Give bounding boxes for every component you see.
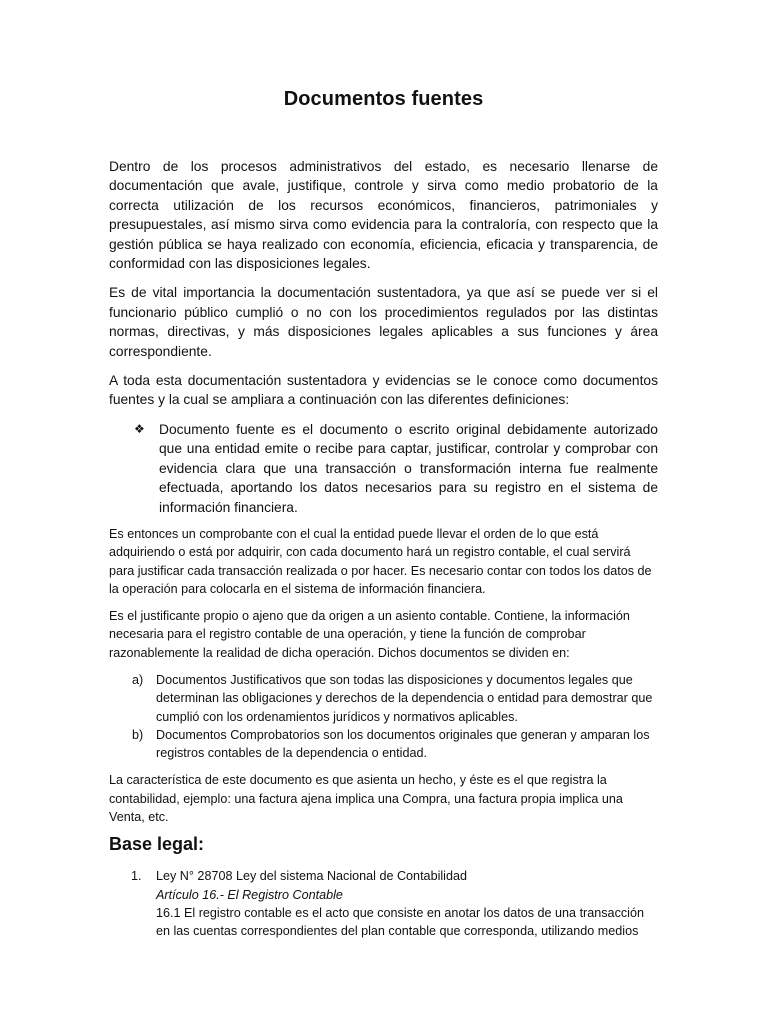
list-marker: a)	[132, 672, 144, 687]
list-item	[134, 420, 658, 517]
document-title: Documentos fuentes	[283, 88, 484, 110]
law-name: Ley N° 28708 Ley del sistema Nacional de Contabilidad	[156, 869, 467, 884]
paragraph-intro: Dentro de los procesos administrativos del estado, es necesario llenarse de documentación que avale, justifique, controle y sirva como medio probatorio de la correcta utilización de los recursos económicos, financieros, patrimoniales y presupuestales, así mismo sirva como evidencia para la contraloría, con respecto que la gestión pública se haya realizado con economía, eficiencia, eficacia y transparencia, de conformidad con las disposiciones legales.	[109, 159, 658, 272]
paragraph-caracteristica: La característica de este documento es que asienta un hecho, y éste es el que registra la contabilidad, ejemplo: una factura ajena implica una Compra, una factura propia implica una Venta, etc.	[109, 773, 623, 825]
paragraph-definition-intro: A toda esta documentación sustentadora y evidencias se le conoce como documentos fuentes y la cual se ampliara a continuación con las diferentes definiciones:	[109, 373, 658, 408]
list-marker: 1.	[131, 869, 142, 884]
legal-list	[109, 867, 658, 940]
list-marker: b)	[132, 727, 144, 742]
document-types-list	[109, 671, 658, 762]
legal-heading: Base legal:	[109, 834, 205, 855]
definition-list	[109, 420, 658, 517]
list-item-text: Documentos Comprobatorios son los documentos originales que generan y amparan los registros contables de la dependencia o entidad.	[156, 727, 650, 761]
list-item	[132, 726, 658, 763]
diamond-bullet-icon: ❖	[134, 421, 145, 436]
list-item	[131, 867, 658, 940]
document-page	[109, 88, 658, 941]
paragraph-comprobante: Es entonces un comprobante con el cual la entidad puede llevar el orden de lo que está adquiriendo o está por adquirir, con cada documento hará un registro contable, el cual servirá para justificar cada transacción realizada o por hacer. Es necesario contar con todos los datos de la operación para colocarla en el sistema de información financiera.	[109, 526, 652, 596]
list-item-text: Documentos Justificativos que son todas las disposiciones y documentos legales que determinan las obligaciones y derechos de la dependencia o entidad para demostrar que cumplió con los ordenamientos jurídicos y normativos aplicables.	[156, 672, 653, 724]
list-item	[132, 671, 658, 726]
article-text: 16.1 El registro contable es el acto que consiste en anotar los datos de una transacción en las cuentas correspondientes del plan contable que corresponda, utilizando medios	[156, 905, 644, 939]
article-title: Artículo 16.- El Registro Contable	[156, 887, 343, 902]
list-item-text: Documento fuente es el documento o escrito original debidamente autorizado que una entidad emite o recibe para captar, justificar, controlar y comprobar con evidencia clara que una transacción o transformación interna fue realmente efectuada, aportando los datos necesarios para su registro en el sistema de información financiera.	[159, 421, 658, 515]
paragraph-importance: Es de vital importancia la documentación sustentadora, ya que así se puede ver si el funcionario público cumplió o no con los procedimientos regulados por las distintas normas, directivas, y más disposiciones legales aplicables a sus funciones y área correspondiente.	[109, 285, 658, 359]
paragraph-justificante: Es el justificante propio o ajeno que da origen a un asiento contable. Contiene, la información necesaria para el registro contable de una operación, y tiene la función de comprobar razonablemente la realidad de dicha operación. Dichos documentos se dividen en:	[109, 609, 630, 660]
